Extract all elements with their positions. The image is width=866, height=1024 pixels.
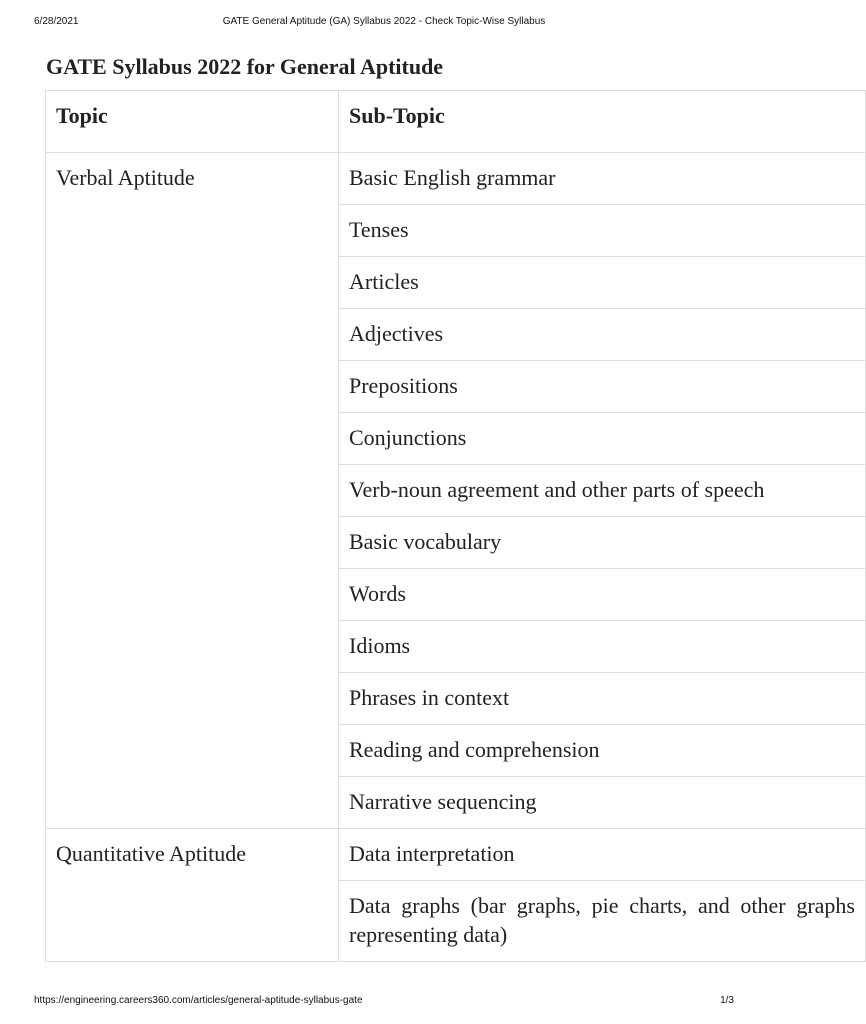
syllabus-table xyxy=(45,90,866,962)
print-page-title: GATE General Aptitude (GA) Syllabus 2022 - Check Topic-Wise Syllabus xyxy=(222,16,546,27)
topic-cell: Verbal Aptitude xyxy=(46,153,339,829)
subtopic-cell: Basic vocabulary xyxy=(339,517,866,569)
subtopic-cell: Adjectives xyxy=(339,309,866,361)
subtopic-cell: Verb-noun agreement and other parts of speech xyxy=(339,465,866,517)
print-date: 6/28/2021 xyxy=(34,16,79,27)
subtopic-cell: Reading and comprehension xyxy=(339,725,866,777)
table-row xyxy=(46,829,866,881)
subtopic-cell: Conjunctions xyxy=(339,413,866,465)
subtopic-cell: Basic English grammar xyxy=(339,153,866,205)
subtopic-cell: Phrases in context xyxy=(339,673,866,725)
subtopic-cell: Tenses xyxy=(339,205,866,257)
topic-cell: Quantitative Aptitude xyxy=(46,829,339,962)
print-footer xyxy=(34,995,734,1009)
subtopic-cell: Idioms xyxy=(339,621,866,673)
subtopic-cell: Narrative sequencing xyxy=(339,777,866,829)
subtopic-cell: Prepositions xyxy=(339,361,866,413)
column-header-topic: Topic xyxy=(46,91,339,153)
page-number: 1/3 xyxy=(720,995,734,1006)
syllabus-table-container xyxy=(45,90,855,994)
subtopic-cell: Data interpretation xyxy=(339,829,866,881)
table-header-row xyxy=(46,91,866,153)
page-heading: GATE Syllabus 2022 for General Aptitude xyxy=(46,54,444,79)
subtopic-cell: Data graphs (bar graphs, pie charts, and other graphs representing data) xyxy=(339,881,866,962)
subtopic-cell: Articles xyxy=(339,257,866,309)
subtopic-cell: Words xyxy=(339,569,866,621)
print-header xyxy=(34,16,734,30)
table-row xyxy=(46,153,866,205)
column-header-subtopic: Sub-Topic xyxy=(339,91,866,153)
source-url-link[interactable]: https://engineering.careers360.com/articles/general-aptitude-syllabus-gate xyxy=(34,995,363,1006)
